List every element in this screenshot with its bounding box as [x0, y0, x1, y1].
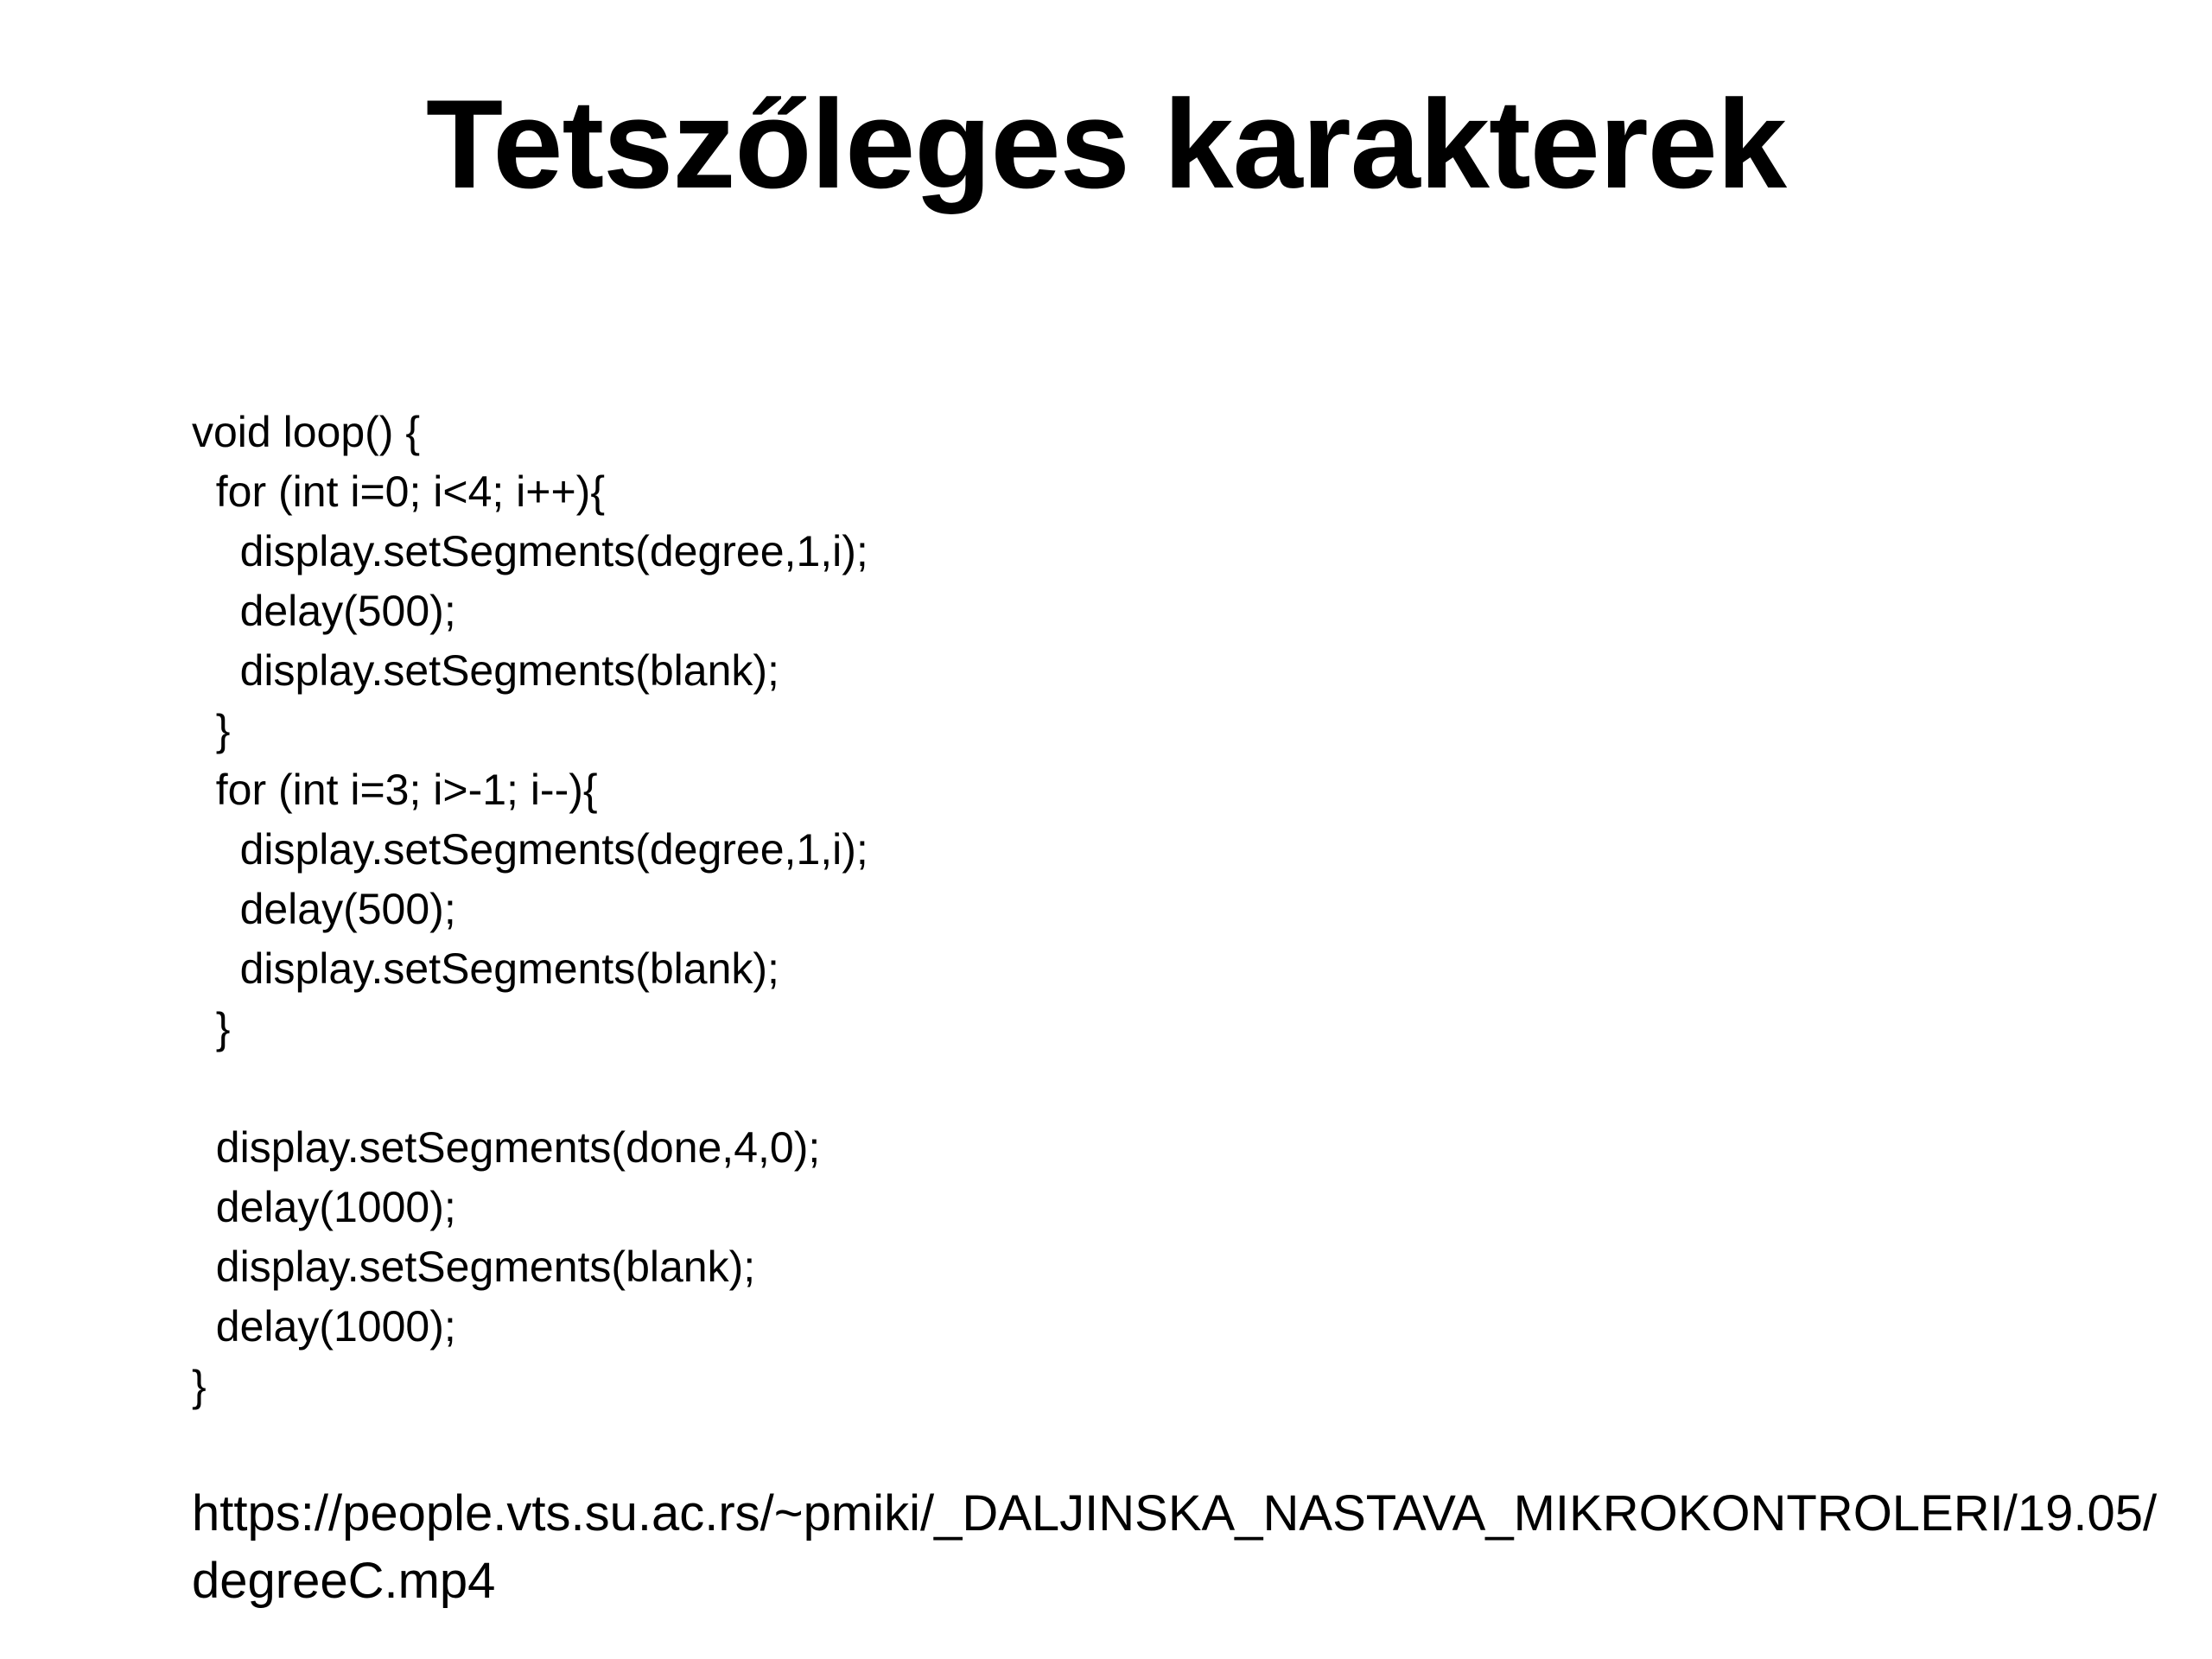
code-line: display.setSegments(done,4,0);: [192, 1123, 821, 1172]
code-line: delay(1000);: [192, 1183, 456, 1231]
code-line-blank: [192, 1058, 868, 1118]
code-line: delay(500);: [192, 885, 456, 933]
code-line: }: [192, 1362, 207, 1410]
code-line: }: [192, 1004, 231, 1052]
code-line: for (int i=3; i>-1; i--){: [192, 766, 598, 814]
code-line: delay(500);: [192, 587, 456, 635]
slide-title: Tetszőleges karakterek: [425, 73, 1787, 214]
code-line: display.setSegments(degree,1,i);: [192, 527, 868, 575]
video-link[interactable]: [192, 1480, 2157, 1615]
code-line: for (int i=0; i<4; i++){: [192, 467, 606, 516]
code-line: display.setSegments(degree,1,i);: [192, 825, 868, 874]
code-line: display.setSegments(blank);: [192, 944, 779, 993]
code-line: void loop() {: [192, 408, 421, 456]
code-line: delay(1000);: [192, 1302, 456, 1351]
video-link-line[interactable]: https://people.vts.su.ac.rs/~pmiki/_DALJINSKA_NASTAVA_MIKROKONTROLERI/19.05/: [192, 1485, 2158, 1541]
code-block: [192, 403, 868, 1416]
code-line: display.setSegments(blank);: [192, 646, 779, 695]
code-line: display.setSegments(blank);: [192, 1243, 756, 1291]
code-line: }: [192, 706, 231, 754]
video-link-line[interactable]: degreeC.mp4: [192, 1553, 496, 1609]
